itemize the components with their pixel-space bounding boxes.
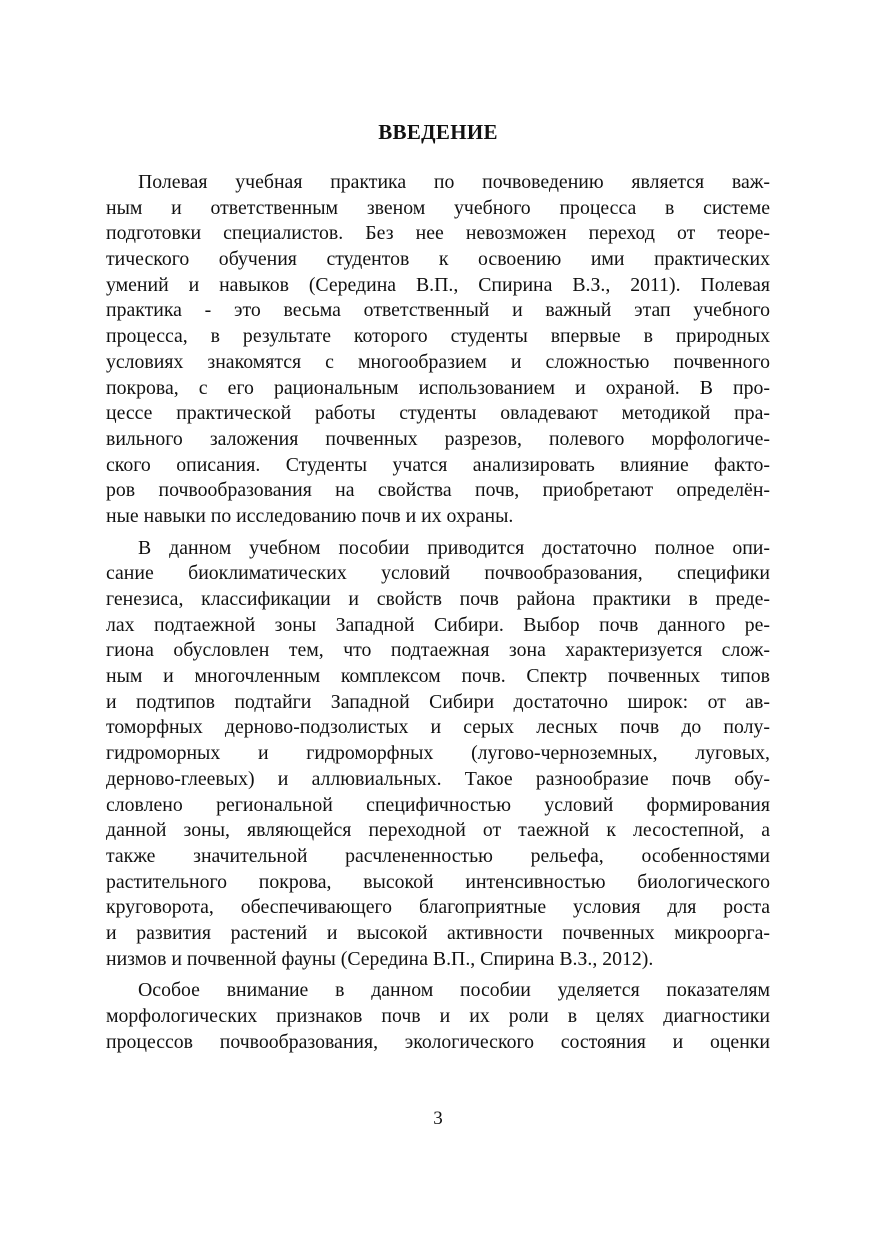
text-line: данной зоны, являющейся переходной от таежной к лесостепной, а xyxy=(106,819,770,842)
text-line: ского описания. Студенты учатся анализировать влияние факто- xyxy=(106,453,770,476)
page-title: ВВЕДЕНИЕ xyxy=(378,120,498,144)
text-line: и развития растений и высокой активности почвенных микроорга- xyxy=(106,921,770,944)
text-line: ные навыки по исследованию почв и их охраны. xyxy=(106,504,514,527)
text-line: вильного заложения почвенных разрезов, полевого морфологиче- xyxy=(106,427,770,450)
text-line: также значительной расчлененностью рельефа, особенностями xyxy=(106,844,770,867)
text-line: и подтипов подтайги Западной Сибири достаточно широк: от ав- xyxy=(106,690,770,713)
text-line: практика - это весьма ответственный и важный этап учебного xyxy=(106,299,770,322)
page-number: 3 xyxy=(433,1108,443,1129)
text-line: условиях знакомятся с многообразием и сложностью почвенного xyxy=(106,350,770,373)
body-text xyxy=(106,170,770,1055)
text-line: томорфных дерново-подзолистых и серых лесных почв до полу- xyxy=(106,716,770,739)
text-line: В данном учебном пособии приводится достаточно полное опи- xyxy=(138,536,770,559)
text-line: Особое внимание в данном пособии уделяется показателям xyxy=(138,979,770,1002)
paragraph-2 xyxy=(106,536,770,973)
text-line: генезиса, классификации и свойств почв района практики в преде- xyxy=(106,588,770,610)
paragraph-1 xyxy=(106,170,770,530)
text-line: ным и ответственным звеном учебного процесса в системе xyxy=(106,196,770,219)
text-line: гиона обусловлен тем, что подтаежная зона характеризуется слож- xyxy=(106,639,770,662)
text-line: цессе практической работы студенты овладевают методикой пра- xyxy=(106,402,770,425)
text-line: тического обучения студентов к освоению ими практических xyxy=(106,248,770,271)
text-line: лах подтаежной зоны Западной Сибири. Выбор почв данного ре- xyxy=(106,613,770,636)
text-line: процессов почвообразования, экологического состояния и оценки xyxy=(106,1030,770,1053)
paragraph-3 xyxy=(106,978,770,1055)
text-line: покрова, с его рациональным использованием и охраной. В про- xyxy=(106,376,770,399)
text-line: ным и многочленным комплексом почв. Спектр почвенных типов xyxy=(106,665,770,688)
text-line: умений и навыков (Середина В.П., Спирина В.З., 2011). Полевая xyxy=(106,273,770,296)
text-line: круговорота, обеспечивающего благоприятные условия для роста xyxy=(106,896,770,919)
text-line: низмов и почвенной фауны (Середина В.П., Спирина В.З., 2012). xyxy=(106,947,654,970)
text-line: растительного покрова, высокой интенсивностью биологического xyxy=(106,870,770,893)
text-line: Полевая учебная практика по почвоведению является важ- xyxy=(138,171,770,193)
text-line: словлено региональной специфичностью условий формирования xyxy=(106,793,770,816)
text-line: сание биоклиматических условий почвообразования, специфики xyxy=(106,562,770,585)
text-line: ров почвообразования на свойства почв, приобретают определён- xyxy=(106,479,770,502)
text-line: подготовки специалистов. Без нее невозможен переход от теоре- xyxy=(106,222,770,245)
text-line: процесса, в результате которого студенты впервые в природных xyxy=(106,325,770,348)
text-line: гидроморных и гидроморфных (лугово-черноземных, луговых, xyxy=(106,742,770,765)
text-line: дерново-глеевых) и аллювиальных. Такое разнообразие почв обу- xyxy=(106,767,770,790)
text-line: морфологических признаков почв и их роли в целях диагностики xyxy=(106,1005,770,1027)
